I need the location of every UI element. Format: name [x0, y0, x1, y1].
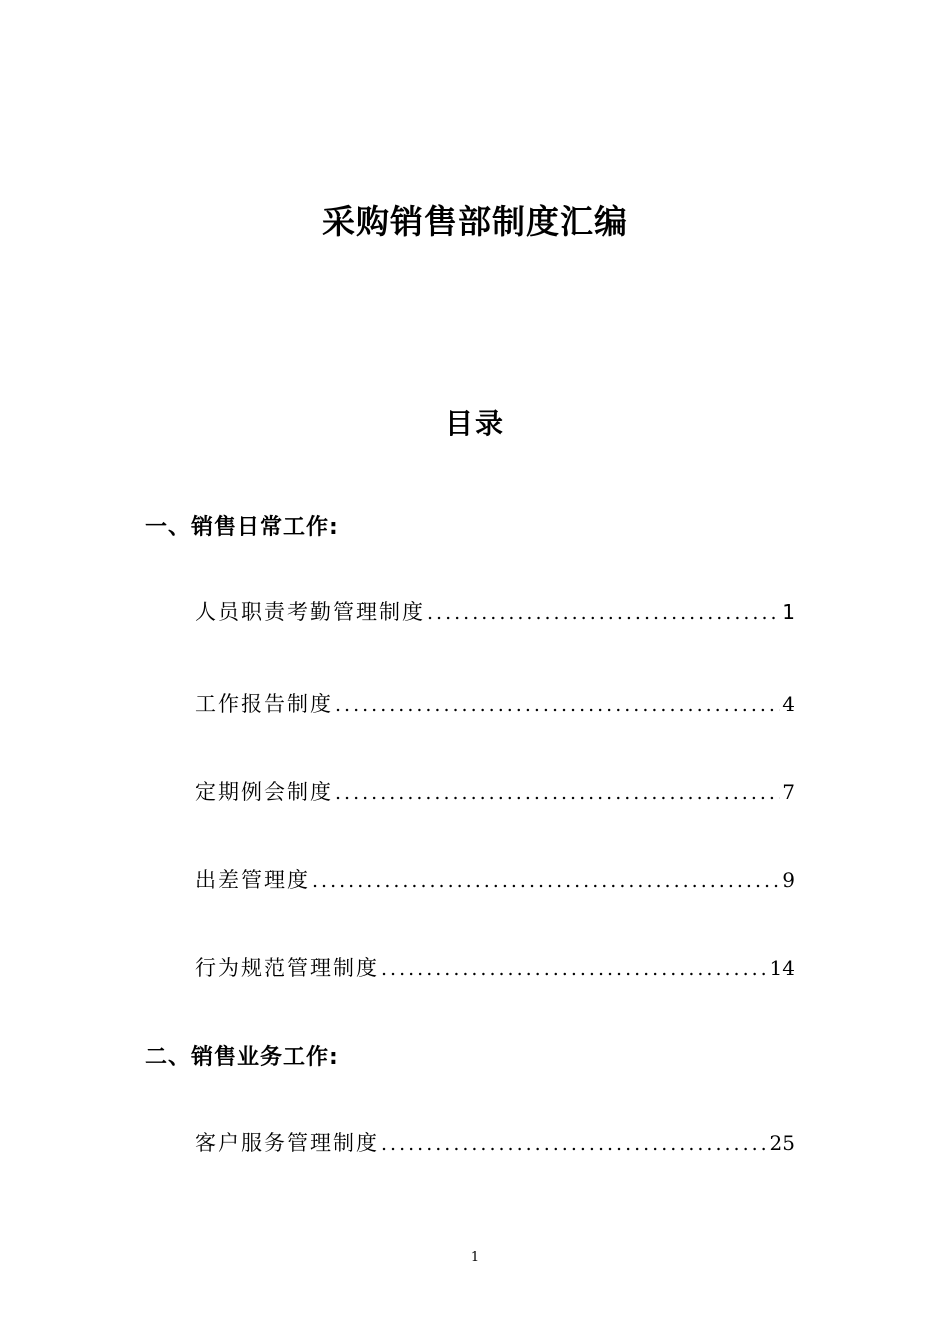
- toc-entry-label: 工作报告制度: [195, 692, 333, 716]
- toc-entry[interactable]: [195, 776, 795, 806]
- toc-dot-leader: [379, 958, 768, 980]
- toc-entry-label: 定期例会制度: [195, 780, 333, 804]
- toc-entry-page: 1: [782, 600, 795, 624]
- toc-entry[interactable]: [195, 952, 795, 982]
- toc-entry-label: 行为规范管理制度: [195, 956, 379, 980]
- toc-entry-label: 出差管理度: [195, 868, 310, 892]
- toc-dot-leader: [333, 782, 780, 804]
- toc-entry-label: 人员职责考勤管理制度: [195, 600, 425, 624]
- toc-dot-leader: [379, 1133, 768, 1155]
- document-title: 采购销售部制度汇编: [322, 202, 628, 241]
- toc-dot-leader: [333, 694, 780, 716]
- toc-entry[interactable]: [195, 864, 795, 894]
- toc-entry[interactable]: [195, 596, 795, 626]
- page-number: 1: [470, 1250, 480, 1265]
- section-heading-business-work: 二、销售业务工作:: [145, 1045, 339, 1070]
- section-heading-daily-work: 一、销售日常工作:: [145, 515, 339, 540]
- toc-dot-leader: [310, 870, 780, 892]
- toc-entry-page: 7: [782, 780, 795, 804]
- toc-entry-label: 客户服务管理制度: [195, 1131, 379, 1155]
- toc-dot-leader: [425, 602, 780, 624]
- toc-entry[interactable]: [195, 688, 795, 718]
- toc-entry-page: 25: [769, 1131, 795, 1155]
- toc-entry-page: 9: [782, 868, 795, 892]
- toc-entry-page: 4: [782, 692, 795, 716]
- toc-entry-page: 14: [769, 956, 795, 980]
- toc-entry[interactable]: [195, 1127, 795, 1157]
- toc-heading: 目录: [444, 407, 505, 440]
